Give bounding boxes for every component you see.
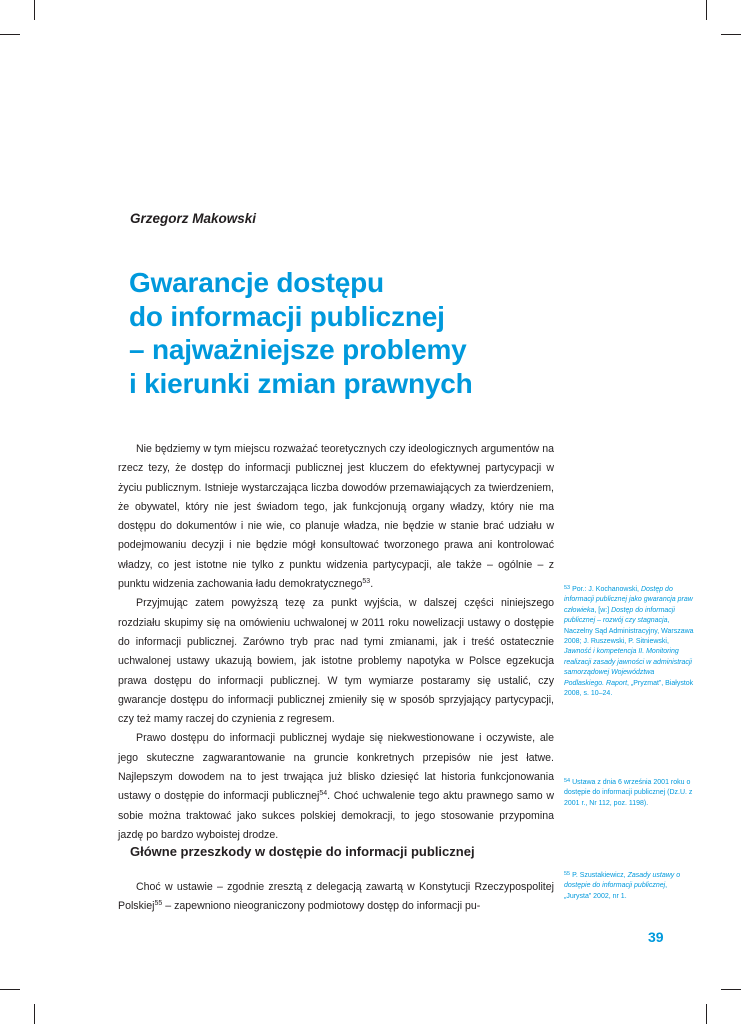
title-line: – najważniejsze problemy <box>129 334 467 365</box>
crop-mark <box>721 989 741 990</box>
paragraph: Choć w ustawie – zgodnie zresztą z delegacją zawartą w Konstytucji Rzeczypospolitej Polskiej$^{55}$ – zapewniono nieograniczony podmiotowy dostęp do informacji pu- <box>118 881 554 913</box>
chapter-title <box>129 266 569 400</box>
title-line: i kierunki zmian prawnych <box>129 367 473 399</box>
footnote-55: $^{55}$ P. Szustakiewicz, Zasady ustawy o dostępie do informacji publicznej, „Jurysta” 2002, nr 1. <box>564 871 681 900</box>
author-name: Grzegorz Makowski <box>130 211 257 226</box>
footnote-ref[interactable]: 54 <box>319 790 328 798</box>
crop-mark <box>706 1004 707 1024</box>
section-heading: Główne przeszkody w dostępie do informacji publicznej <box>130 844 475 859</box>
body-text <box>118 878 554 917</box>
footnote-ref[interactable]: 53 <box>362 578 371 586</box>
crop-mark <box>0 989 20 990</box>
crop-mark <box>721 34 741 35</box>
crop-mark <box>34 0 35 20</box>
paragraph: Prawo dostępu do informacji publicznej wydaje się niekwestionowane i oczywiste, ale jego skuteczne zagwarantowanie na gruncie konkretnych przepisów nie jest łatwe. Najlepszym dowodem na to jest trwająca już blisko dziesięć lat historia funkcjonowania ustawy o dostępie do informacji publicznej$^{54}$. Choć uchwalenie tego aktu prawnego samo w sobie można traktować jako sukces polskiej demokracji, to jego stosowanie przypomina jazdę po bardzo wyboistej drodze. <box>118 732 554 841</box>
footnote-ref[interactable]: 55 <box>154 900 163 908</box>
footnote-54: $^{54}$ Ustawa z dnia 6 września 2001 roku o dostępie do informacji publicznej (Dz.U. z 2001 r., Nr 112, poz. 1198). <box>564 778 693 807</box>
footnote-53: $^{53}$ Por.: J. Kochanowski, Dostęp do informacji publicznej jako gwarancja praw człowieka, [w:] Dostęp do informacji publicznej – rozwój czy stagnacja, Naczelny Sąd Administracyjny, Warszawa 2008; J. Ruszewski, P. Sitniewski, Jawność i kompetencja II. Monitoring realizacji zasady jawności w administracji samorządowej Województwa Podlaskiego. Raport, „Pryzmat”, Białystok 2008, s. 10–24. <box>564 585 694 698</box>
title-line: Gwarancje dostępu <box>129 267 384 298</box>
paragraph: Przyjmując zatem powyższą tezę za punkt wyjścia, w dalszej części niniejszego rozdziału skupimy się na omówieniu uchwalonej w 2011 roku nowelizacji ustawy o dostępie do informacji publicznej. Zarówno tryb prac nad tymi zmianami, jak i treść ostatecznie uchwalonej ustawy ukazują bowiem, jak istotne problemy napotyka w Polsce egzekucja prawa dostępu do informacji publicznej. W tym wymiarze postaramy się ustalić, czy gwarancje dostępu do informacji publicznej zmieniły się w sposób sprzyjający partycypacji, czy też mamy raczej do czynienia z regresem. <box>118 597 554 726</box>
crop-mark <box>34 1004 35 1024</box>
crop-mark <box>706 0 707 20</box>
page-number: 39 <box>648 929 664 945</box>
paragraph: Nie będziemy w tym miejscu rozważać teoretycznych czy ideologicznych argumentów na rzecz tezy, że dostęp do informacji publicznej jest kluczem do efektywnej partycypacji w życiu publicznym. Istnieje wystarczająca liczba dowodów przemawiających za twierdzeniem, że obywatel, który nie jest świadom tego, jak funkcjonują organy władzy, który nie ma dostępu do dokumentów i nie wie, co planuje władza, nie będzie w stanie brać udziału w podejmowaniu decyzji i nie będzie mógł konsultować tworzonego prawa ani kontrolować władzy, co jest istotne nie tylko z punktu widzenia partycypacji, ale także – ogólnie – z punktu widzenia zachowania ładu demokratycznego$^{53}$. <box>118 443 554 591</box>
crop-mark <box>0 34 20 35</box>
title-line: do informacji publicznej <box>129 300 445 332</box>
body-text <box>118 440 554 845</box>
